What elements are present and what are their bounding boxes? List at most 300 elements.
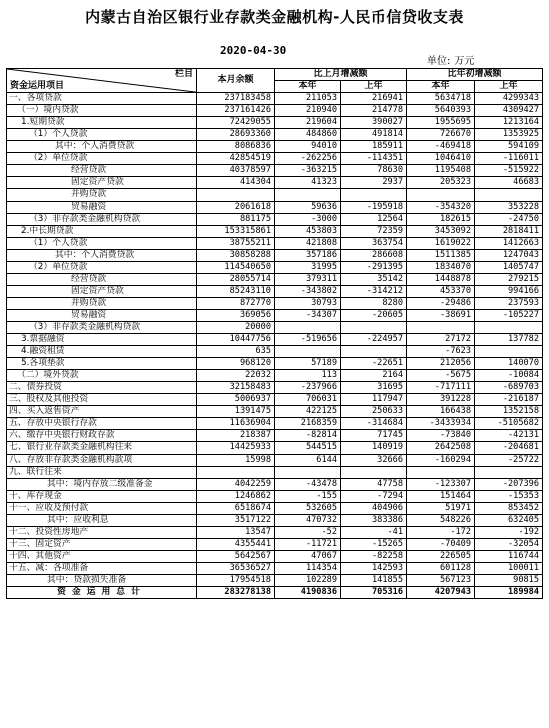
row-value-cell: 532605: [275, 502, 341, 514]
row-item-label: 九、联行往来: [7, 466, 197, 478]
row-value-cell: 15998: [197, 454, 275, 466]
row-value-cell: -343802: [275, 285, 341, 297]
row-value-cell: 6518674: [197, 502, 275, 514]
row-value-cell: 94010: [275, 141, 341, 153]
row-value-cell: 102289: [275, 574, 341, 586]
row-value-cell: -116011: [475, 153, 543, 165]
row-value-cell: 35142: [341, 273, 407, 285]
row-value-cell: 210940: [275, 105, 341, 117]
row-value-cell: 114354: [275, 562, 341, 574]
table-row: [7, 406, 543, 418]
row-value-cell: 153315861: [197, 225, 275, 237]
row-value-cell: 2818411: [475, 225, 543, 237]
row-value-cell: 4355441: [197, 538, 275, 550]
row-item-label: （1）个人贷款: [7, 237, 197, 249]
row-value-cell: 2061618: [197, 201, 275, 213]
total-value-cell: 189984: [475, 587, 543, 599]
row-value-cell: 632405: [475, 514, 543, 526]
row-value-cell: 85243110: [197, 285, 275, 297]
row-item-label: 十、库存现金: [7, 490, 197, 502]
row-value-cell: -29486: [407, 297, 475, 309]
row-value-cell: 31995: [275, 261, 341, 273]
row-value-cell: 881175: [197, 213, 275, 225]
table-row: [7, 562, 543, 574]
row-item-label: （2）单位贷款: [7, 261, 197, 273]
row-value-cell: 726670: [407, 129, 475, 141]
header-ytd-last-year: 上年: [475, 81, 543, 93]
table-row: [7, 153, 543, 165]
row-item-label: 3.票据融资: [7, 334, 197, 346]
row-value-cell: -717111: [407, 382, 475, 394]
table-row: [7, 382, 543, 394]
row-value-cell: 51971: [407, 502, 475, 514]
row-item-label: 并购贷款: [7, 297, 197, 309]
row-value-cell: -195918: [341, 201, 407, 213]
row-value-cell: 369056: [197, 309, 275, 321]
row-value-cell: 2164: [341, 370, 407, 382]
row-value-cell: 353228: [475, 201, 543, 213]
unit-note: [427, 52, 474, 67]
row-value-cell: -73840: [407, 430, 475, 442]
row-value-cell: 594109: [475, 141, 543, 153]
row-value-cell: -123307: [407, 478, 475, 490]
unit-label: 单位:: [427, 56, 451, 67]
row-value-cell: 390027: [341, 117, 407, 129]
row-value-cell: 968120: [197, 358, 275, 370]
row-value-cell: 28055714: [197, 273, 275, 285]
row-item-label: 十五、减：各项准备: [7, 562, 197, 574]
row-value-cell: 219604: [275, 117, 341, 129]
row-item-label: （二）境外贷款: [7, 370, 197, 382]
row-value-cell: -24750: [475, 213, 543, 225]
table-row: [7, 502, 543, 514]
row-value-cell: 1247043: [475, 249, 543, 261]
row-value-cell: [407, 189, 475, 201]
table-row: [7, 237, 543, 249]
table-row: [7, 538, 543, 550]
row-value-cell: 117947: [341, 394, 407, 406]
row-value-cell: -43478: [275, 478, 341, 490]
row-value-cell: 414304: [197, 177, 275, 189]
row-value-cell: 853452: [475, 502, 543, 514]
table-row: [7, 285, 543, 297]
row-value-cell: 10447756: [197, 334, 275, 346]
row-value-cell: -224957: [341, 334, 407, 346]
row-value-cell: -34307: [275, 309, 341, 321]
row-value-cell: -216187: [475, 394, 543, 406]
header-mom-this-year: 本年: [275, 81, 341, 93]
row-value-cell: 57189: [275, 358, 341, 370]
row-value-cell: 4299343: [475, 93, 543, 105]
total-label: 资金运用总计: [7, 587, 197, 599]
row-value-cell: -105227: [475, 309, 543, 321]
row-value-cell: 8086836: [197, 141, 275, 153]
row-value-cell: 391228: [407, 394, 475, 406]
row-value-cell: [275, 346, 341, 358]
row-value-cell: 42854519: [197, 153, 275, 165]
row-item-label: 1.短期贷款: [7, 117, 197, 129]
row-value-cell: -82258: [341, 550, 407, 562]
row-item-label: 其中：境内存放二级准备金: [7, 478, 197, 490]
row-value-cell: 214778: [341, 105, 407, 117]
row-value-cell: -41: [341, 526, 407, 538]
total-row: [7, 587, 543, 599]
table-row: [7, 430, 543, 442]
row-value-cell: 22032: [197, 370, 275, 382]
row-value-cell: 1511385: [407, 249, 475, 261]
row-value-cell: -82814: [275, 430, 341, 442]
table-row: [7, 550, 543, 562]
row-item-label: 十二、投资性房地产: [7, 526, 197, 538]
row-value-cell: 1448878: [407, 273, 475, 285]
row-value-cell: 166438: [407, 406, 475, 418]
row-item-label: 四、买入返售资产: [7, 406, 197, 418]
row-value-cell: 212056: [407, 358, 475, 370]
row-value-cell: 421808: [275, 237, 341, 249]
row-value-cell: -5675: [407, 370, 475, 382]
row-value-cell: [475, 189, 543, 201]
row-value-cell: -207396: [475, 478, 543, 490]
row-value-cell: 237593: [475, 297, 543, 309]
row-value-cell: 36536527: [197, 562, 275, 574]
row-value-cell: -515922: [475, 165, 543, 177]
header-ytd-this-year: 本年: [407, 81, 475, 93]
table-row: [7, 225, 543, 237]
row-value-cell: 140919: [341, 442, 407, 454]
row-value-cell: -38691: [407, 309, 475, 321]
row-item-label: 十一、应收及预付款: [7, 502, 197, 514]
row-value-cell: 1213164: [475, 117, 543, 129]
row-value-cell: 5642567: [197, 550, 275, 562]
row-value-cell: -25722: [475, 454, 543, 466]
row-value-cell: 27172: [407, 334, 475, 346]
row-value-cell: 71745: [341, 430, 407, 442]
row-value-cell: 47067: [275, 550, 341, 562]
row-value-cell: 422125: [275, 406, 341, 418]
row-value-cell: 404906: [341, 502, 407, 514]
row-item-label: 三、股权及其他投资: [7, 394, 197, 406]
row-item-label: 2.中长期贷款: [7, 225, 197, 237]
row-value-cell: [475, 466, 543, 478]
row-value-cell: 137782: [475, 334, 543, 346]
row-value-cell: -70409: [407, 538, 475, 550]
row-value-cell: 32666: [341, 454, 407, 466]
row-value-cell: 5006937: [197, 394, 275, 406]
row-value-cell: 379311: [275, 273, 341, 285]
row-value-cell: 1412663: [475, 237, 543, 249]
row-value-cell: -32054: [475, 538, 543, 550]
row-value-cell: [275, 189, 341, 201]
row-item-label: 一、各项贷款: [7, 93, 197, 105]
row-value-cell: 6144: [275, 454, 341, 466]
row-value-cell: 28693360: [197, 129, 275, 141]
row-value-cell: 11636904: [197, 418, 275, 430]
table-row: [7, 189, 543, 201]
table-row: [7, 213, 543, 225]
row-value-cell: 59636: [275, 201, 341, 213]
row-value-cell: -314684: [341, 418, 407, 430]
table-row: [7, 466, 543, 478]
table-row: [7, 574, 543, 586]
row-value-cell: -3433934: [407, 418, 475, 430]
row-value-cell: 635: [197, 346, 275, 358]
row-value-cell: [407, 466, 475, 478]
row-item-label: 4.融资租赁: [7, 346, 197, 358]
row-value-cell: 1046410: [407, 153, 475, 165]
row-value-cell: -354320: [407, 201, 475, 213]
row-item-label: 贸易融资: [7, 309, 197, 321]
header-ytd-change: 比年初增减额: [407, 69, 543, 81]
report-date: 2020-04-30: [220, 44, 287, 57]
row-item-label: 固定资产贷款: [7, 177, 197, 189]
row-value-cell: 484860: [275, 129, 341, 141]
table-row: [7, 418, 543, 430]
table-row: [7, 490, 543, 502]
row-value-cell: 2168359: [275, 418, 341, 430]
table-body: [7, 93, 543, 599]
row-value-cell: -7294: [341, 490, 407, 502]
row-value-cell: -10084: [475, 370, 543, 382]
table-row: [7, 261, 543, 273]
row-value-cell: 218387: [197, 430, 275, 442]
row-value-cell: [341, 346, 407, 358]
total-value-cell: 283278138: [197, 587, 275, 599]
row-value-cell: 114540650: [197, 261, 275, 273]
row-value-cell: 1955695: [407, 117, 475, 129]
row-item-label: （2）单位贷款: [7, 153, 197, 165]
row-value-cell: 548226: [407, 514, 475, 526]
row-value-cell: -237966: [275, 382, 341, 394]
row-value-cell: -469418: [407, 141, 475, 153]
table-row: [7, 358, 543, 370]
row-value-cell: 13547: [197, 526, 275, 538]
row-value-cell: 1391475: [197, 406, 275, 418]
table-row: [7, 105, 543, 117]
row-value-cell: 250633: [341, 406, 407, 418]
table-row: [7, 394, 543, 406]
row-value-cell: [197, 189, 275, 201]
row-value-cell: 32158483: [197, 382, 275, 394]
table-row: [7, 201, 543, 213]
row-value-cell: 567123: [407, 574, 475, 586]
row-value-cell: 14425933: [197, 442, 275, 454]
table-row: [7, 442, 543, 454]
row-value-cell: 226505: [407, 550, 475, 562]
row-value-cell: 20000: [197, 321, 275, 333]
table-row: [7, 177, 543, 189]
row-item-label: （3）非存款类金融机构贷款: [7, 321, 197, 333]
total-value-cell: 705316: [341, 587, 407, 599]
row-value-cell: 237161426: [197, 105, 275, 117]
row-value-cell: -114351: [341, 153, 407, 165]
row-item-label: 固定资产贷款: [7, 285, 197, 297]
row-value-cell: 453803: [275, 225, 341, 237]
row-value-cell: 3453092: [407, 225, 475, 237]
row-value-cell: -204681: [475, 442, 543, 454]
row-value-cell: 994166: [475, 285, 543, 297]
row-value-cell: 383386: [341, 514, 407, 526]
row-value-cell: 182615: [407, 213, 475, 225]
row-item-label: 八、存放非存款类金融机构款项: [7, 454, 197, 466]
row-item-label: 其中：个人消费贷款: [7, 249, 197, 261]
row-item-label: 六、缴存中央银行财政存款: [7, 430, 197, 442]
table-row: [7, 165, 543, 177]
row-value-cell: -314212: [341, 285, 407, 297]
row-value-cell: 1246862: [197, 490, 275, 502]
row-value-cell: 2937: [341, 177, 407, 189]
row-value-cell: 142593: [341, 562, 407, 574]
row-value-cell: 100011: [475, 562, 543, 574]
row-value-cell: 30858288: [197, 249, 275, 261]
table-row: [7, 454, 543, 466]
table-row: [7, 321, 543, 333]
row-item-label: 经营贷款: [7, 165, 197, 177]
row-item-label: 贸易融资: [7, 201, 197, 213]
row-value-cell: 286608: [341, 249, 407, 261]
row-value-cell: 470732: [275, 514, 341, 526]
row-value-cell: -7623: [407, 346, 475, 358]
row-item-label: 其中：个人消费贷款: [7, 141, 197, 153]
row-value-cell: [475, 346, 543, 358]
row-value-cell: -22651: [341, 358, 407, 370]
row-value-cell: 116744: [475, 550, 543, 562]
table-row: [7, 249, 543, 261]
table-row: [7, 478, 543, 490]
row-value-cell: -5105682: [475, 418, 543, 430]
row-item-label: 七、银行业存款类金融机构往来: [7, 442, 197, 454]
row-value-cell: [407, 321, 475, 333]
row-value-cell: 357186: [275, 249, 341, 261]
row-item-label: 经营贷款: [7, 273, 197, 285]
row-value-cell: 41323: [275, 177, 341, 189]
row-value-cell: 491814: [341, 129, 407, 141]
row-value-cell: 279215: [475, 273, 543, 285]
row-value-cell: -155: [275, 490, 341, 502]
row-value-cell: -291395: [341, 261, 407, 273]
row-value-cell: 5640393: [407, 105, 475, 117]
table-row: [7, 93, 543, 105]
row-item-label: （一）境内贷款: [7, 105, 197, 117]
unit-value: 万元: [454, 56, 475, 67]
table-row: [7, 141, 543, 153]
row-item-label: 五、存放中央银行存款: [7, 418, 197, 430]
corner-header: [7, 69, 197, 93]
row-value-cell: 30793: [275, 297, 341, 309]
row-value-cell: 46683: [475, 177, 543, 189]
report-title: 内蒙古自治区银行业存款类金融机构-人民币信贷收支表: [85, 8, 464, 26]
row-value-cell: [341, 466, 407, 478]
row-value-cell: 31695: [341, 382, 407, 394]
row-value-cell: -519656: [275, 334, 341, 346]
row-value-cell: 90815: [475, 574, 543, 586]
row-value-cell: 3517122: [197, 514, 275, 526]
row-value-cell: 72429055: [197, 117, 275, 129]
row-value-cell: 141855: [341, 574, 407, 586]
row-value-cell: 1619022: [407, 237, 475, 249]
row-value-cell: -689703: [475, 382, 543, 394]
row-value-cell: 2642508: [407, 442, 475, 454]
row-value-cell: 1195408: [407, 165, 475, 177]
row-value-cell: 216941: [341, 93, 407, 105]
row-item-label: 其中：应收利息: [7, 514, 197, 526]
row-value-cell: [341, 189, 407, 201]
row-value-cell: 453370: [407, 285, 475, 297]
table-row: [7, 346, 543, 358]
row-value-cell: -3000: [275, 213, 341, 225]
total-value-cell: 4190836: [275, 587, 341, 599]
row-value-cell: 113: [275, 370, 341, 382]
row-value-cell: -15265: [341, 538, 407, 550]
row-value-cell: [197, 466, 275, 478]
row-value-cell: -192: [475, 526, 543, 538]
row-value-cell: 40378597: [197, 165, 275, 177]
row-value-cell: 78630: [341, 165, 407, 177]
row-value-cell: 1834070: [407, 261, 475, 273]
row-value-cell: 1353925: [475, 129, 543, 141]
row-value-cell: [341, 321, 407, 333]
row-value-cell: 211053: [275, 93, 341, 105]
row-value-cell: 544515: [275, 442, 341, 454]
table-row: [7, 514, 543, 526]
row-item-label: 5.各项垫款: [7, 358, 197, 370]
corner-bottom-label: 资金运用项目: [10, 81, 65, 92]
row-value-cell: [275, 466, 341, 478]
row-value-cell: -262256: [275, 153, 341, 165]
row-value-cell: 17954518: [197, 574, 275, 586]
row-value-cell: 38755211: [197, 237, 275, 249]
row-item-label: （3）非存款类金融机构贷款: [7, 213, 197, 225]
row-item-label: 其中：贷款损失准备: [7, 574, 197, 586]
header-mom-change: 比上月增减额: [275, 69, 407, 81]
header-mom-last-year: 上年: [341, 81, 407, 93]
row-value-cell: 601128: [407, 562, 475, 574]
row-value-cell: -52: [275, 526, 341, 538]
row-value-cell: 706031: [275, 394, 341, 406]
row-value-cell: -172: [407, 526, 475, 538]
row-value-cell: -15353: [475, 490, 543, 502]
row-value-cell: [475, 321, 543, 333]
row-value-cell: 8280: [341, 297, 407, 309]
row-item-label: 十三、固定资产: [7, 538, 197, 550]
row-value-cell: 237183458: [197, 93, 275, 105]
table-row: [7, 129, 543, 141]
row-value-cell: 1352158: [475, 406, 543, 418]
row-value-cell: 185911: [341, 141, 407, 153]
corner-top-label: 栏目: [174, 69, 193, 79]
table-row: [7, 370, 543, 382]
row-value-cell: -363215: [275, 165, 341, 177]
row-item-label: （1）个人贷款: [7, 129, 197, 141]
row-value-cell: -11721: [275, 538, 341, 550]
table-row: [7, 334, 543, 346]
row-value-cell: -42131: [475, 430, 543, 442]
row-value-cell: 72359: [341, 225, 407, 237]
table-row: [7, 273, 543, 285]
row-item-label: 二、债券投资: [7, 382, 197, 394]
row-value-cell: 363754: [341, 237, 407, 249]
row-value-cell: 1405747: [475, 261, 543, 273]
row-value-cell: 5634718: [407, 93, 475, 105]
row-value-cell: 205323: [407, 177, 475, 189]
row-value-cell: 47758: [341, 478, 407, 490]
row-value-cell: [275, 321, 341, 333]
credit-table: [6, 68, 543, 599]
row-value-cell: 140070: [475, 358, 543, 370]
table-row: [7, 526, 543, 538]
row-value-cell: -160294: [407, 454, 475, 466]
row-item-label: 并购贷款: [7, 189, 197, 201]
row-value-cell: 151464: [407, 490, 475, 502]
